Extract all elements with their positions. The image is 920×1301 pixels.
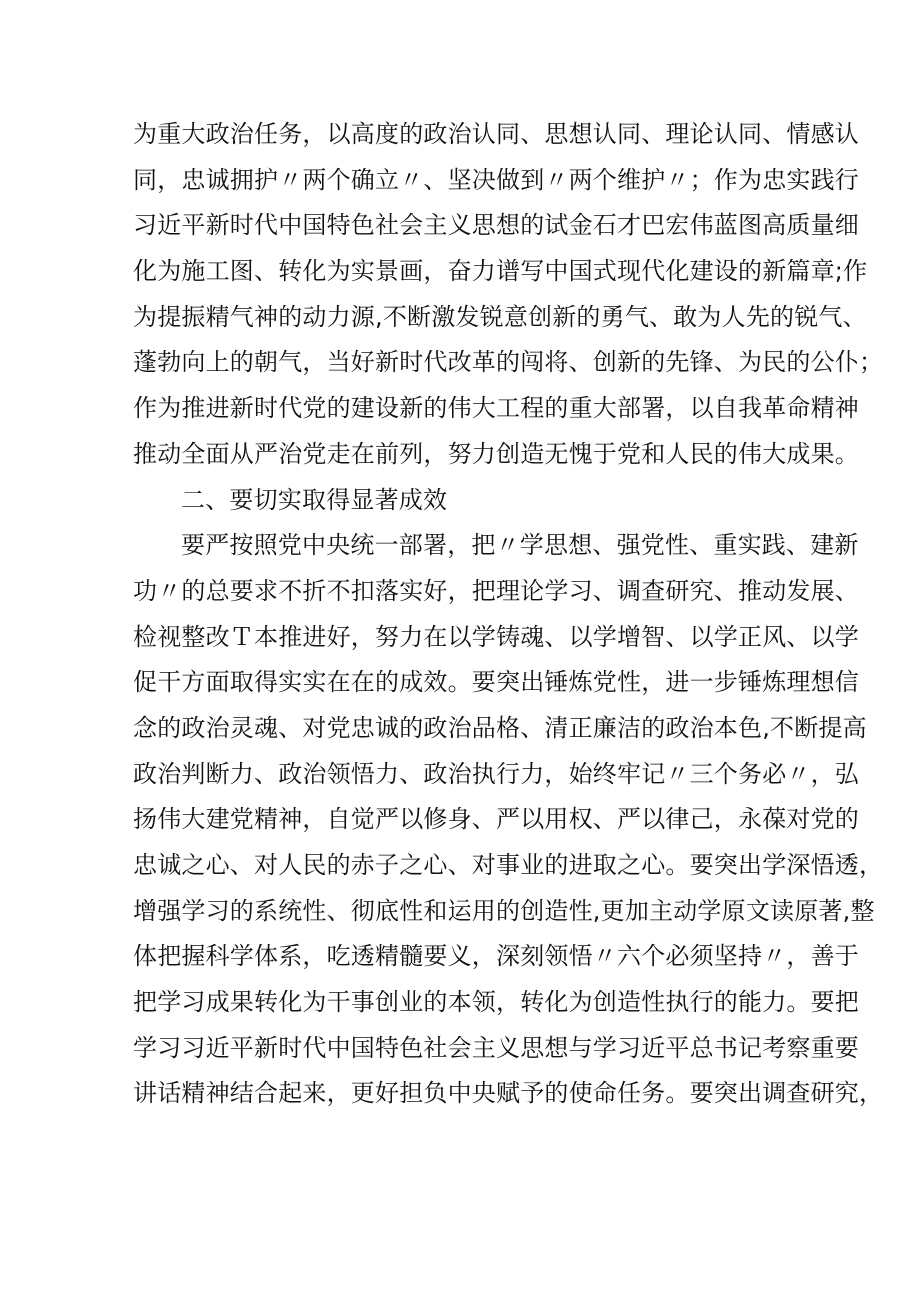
text-line: 增强学习的系统性、彻底性和运用的创造性,更加主动学原文读原著,整	[133, 896, 875, 925]
text-line: 把学习成果转化为干事创业的本领，转化为创造性执行的能力。要把	[133, 988, 859, 1017]
text-line: 蓬勃向上的朝气，当好新时代改革的闯将、创新的先锋、为民的公仆；	[133, 348, 884, 377]
text-line: 促干方面取得实实在在的成效。要突出锤炼党性，进一步锤炼理想信	[133, 668, 859, 697]
text-line: 检视整改Ｔ本推进好，努力在以学铸魂、以学增智、以学正风、以学	[133, 622, 859, 651]
paragraph-2	[133, 523, 884, 1117]
text-line: 为提振精气神的动力源,不断激发锐意创新的勇气、敢为人先的锐气、	[133, 302, 867, 331]
text-line: 扬伟大建党精神，自觉严以修身、严以用权、严以律己，永葆对党的	[133, 805, 859, 834]
section-heading: 二、要切实取得显著成效	[181, 485, 448, 514]
text-line: 念的政治灵魂、对党忠诚的政治品格、清正廉洁的政治本色,不断提高	[133, 713, 867, 742]
text-line: 为重大政治任务，以高度的政治认同、思想认同、理论认同、情感认	[133, 120, 859, 148]
text-line: 忠诚之心、对人民的赤子之心、对事业的进取之心。要突出学深悟透，	[133, 851, 884, 879]
text-line: 功〃的总要求不折不扣落实好，把理论学习、调查研究、推动发展、	[133, 576, 859, 605]
text-line: 学习习近平新时代中国特色社会主义思想与学习近平总书记考察重要	[133, 1033, 859, 1062]
text-line: 习近平新时代中国特色社会主义思想的试金石才巴宏伟蓝图高质量细	[133, 211, 859, 240]
text-line: 化为施工图、转化为实景画，奋力谱写中国式现代化建设的新篇章;作	[133, 257, 868, 286]
text-line: 作为推进新时代党的建设新的伟大工程的重大部署，以自我革命精神	[133, 394, 859, 423]
text-line: 推动全面从严治党走在前列，努力创造无愧于党和人民的伟大成果。	[133, 439, 859, 468]
text-line: 体把握科学体系，吃透精髓要义，深刻领悟〃六个必须坚持〃，善于	[133, 942, 859, 971]
paragraph-1	[133, 112, 884, 478]
text-line: 讲话精神结合起来，更好担负中央赋予的使命任务。要突出调查研究，	[133, 1079, 884, 1108]
document-body	[133, 112, 884, 1117]
text-line: 要严按照党中央统一部署，把〃学思想、强党性、重实践、建新	[181, 531, 859, 560]
text-line: 同，忠诚拥护〃两个确立〃、坚决做到〃两个维护〃；作为忠实践行	[133, 165, 859, 194]
text-line: 政治判断力、政治领悟力、政治执行力，始终牢记〃三个务必〃，弘	[133, 759, 859, 788]
